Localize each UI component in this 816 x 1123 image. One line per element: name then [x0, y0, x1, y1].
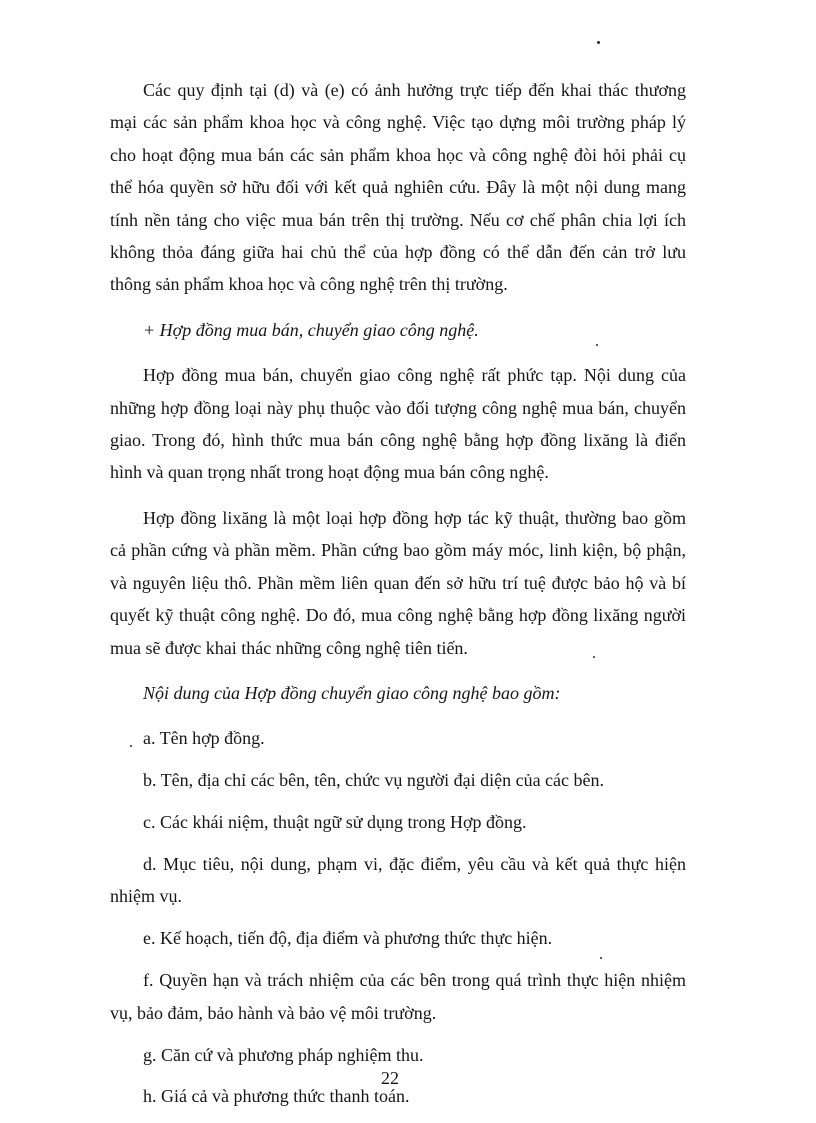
list-heading-contract-contents: Nội dung của Hợp đồng chuyển giao công nghệ bao gồm:: [143, 682, 561, 703]
scan-speck: [593, 656, 595, 658]
paragraph-intellectual-property: Các quy định tại (d) và (e) có ảnh hưởng trực tiếp đến khai thác thương mại các sản phẩm khoa học và công nghệ. Việc tạo dựng môi trường pháp lý cho hoạt động mua bán các sản phẩm khoa học và công nghệ đòi hỏi phải cụ thể hóa quyền sở hữu đối với kết quả nghiên cứu. Đây là một nội dung mang tính nền tảng cho việc mua bán trên thị trường. Nếu cơ chế phân chia lợi ích không thỏa đáng giữa hai chủ thể của hợp đồng có thể dẫn đến cản trở lưu thông sản phẩm khoa học và công nghệ trên thị trường.: [110, 80, 686, 295]
list-item: b. Tên, địa chỉ các bên, tên, chức vụ người đại diện của các bên.: [143, 770, 605, 791]
scan-speck: [130, 745, 132, 747]
list-item: a. Tên hợp đồng.: [143, 728, 265, 749]
scan-speck: [596, 344, 598, 346]
contract-contents-list: [110, 722, 686, 1113]
list-item: f. Quyền hạn và trách nhiệm của các bên trong quá trình thực hiện nhiệm vụ, bảo đảm, bảo hành và bảo vệ môi trường.: [110, 970, 686, 1023]
page-number: 22: [381, 1068, 399, 1088]
list-item: d. Mục tiêu, nội dung, phạm vi, đặc điểm, yêu cầu và kết quả thực hiện nhiệm vụ.: [110, 854, 686, 907]
scan-speck: [597, 41, 600, 44]
paragraph-contract-complexity: Hợp đồng mua bán, chuyển giao công nghệ rất phức tạp. Nội dung của những hợp đồng loại này phụ thuộc vào đối tượng công nghệ mua bán, chuyển giao. Trong đó, hình thức mua bán công nghệ bằng hợp đồng lixăng là điển hình và quan trọng nhất trong hoạt động mua bán công nghệ.: [110, 365, 686, 483]
list-item: h. Giá cả và phương thức thanh toán.: [143, 1086, 410, 1107]
list-item: c. Các khái niệm, thuật ngữ sử dụng trong Hợp đồng.: [143, 812, 527, 833]
paragraph-license-contract: Hợp đồng lixăng là một loại hợp đồng hợp tác kỹ thuật, thường bao gồm cả phần cứng và phần mềm. Phần cứng bao gồm máy móc, linh kiện, bộ phận, và nguyên liệu thô. Phần mềm liên quan đến sở hữu trí tuệ được bảo hộ và bí quyết kỹ thuật công nghệ. Do đó, mua công nghệ bằng hợp đồng lixăng người mua sẽ được khai thác những công nghệ tiên tiến.: [110, 507, 686, 658]
scan-speck: [600, 957, 602, 959]
list-item: e. Kế hoạch, tiến độ, địa điểm và phương thức thực hiện.: [143, 928, 553, 949]
list-item: g. Căn cứ và phương pháp nghiệm thu.: [143, 1044, 424, 1065]
section-heading-technology-contract: + Hợp đồng mua bán, chuyển giao công nghệ.: [143, 319, 479, 340]
document-body: [110, 74, 686, 1122]
